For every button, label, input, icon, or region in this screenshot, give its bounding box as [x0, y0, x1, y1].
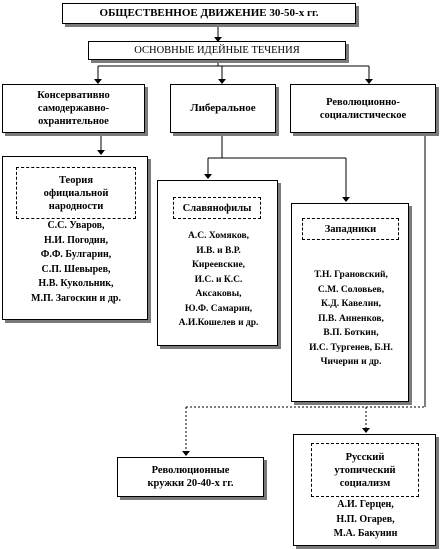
slavophiles-block: [157, 180, 278, 346]
official-nationality-block: [2, 156, 148, 320]
diagram-title: ОБЩЕСТВЕННОЕ ДВИЖЕНИЕ 30-50-х гг.: [62, 3, 356, 24]
slavophiles-label: Славянофилы: [173, 197, 261, 219]
russian-socialism-block: [293, 434, 436, 546]
liberal-current: Либеральное: [170, 84, 276, 133]
conservative-current: Консервативно самодержавно-охранительное: [2, 84, 145, 133]
russian-socialism-label: Русский утопический социализм: [311, 443, 419, 497]
revolutionary-circles: Революционные кружки 20-40-х гг.: [117, 457, 264, 497]
westernizers-label: Западники: [302, 218, 399, 240]
westernizers-block: [291, 203, 409, 402]
westernizers-people: Т.Н. Грановский, С.М. Соловьев, К.Д. Кавелин, П.В. Анненков, В.П. Боткин, И.С. Тургенев, Б.Н. Чичерин и др.: [309, 270, 393, 367]
main-currents-header: ОСНОВНЫЕ ИДЕЙНЫЕ ТЕЧЕНИЯ: [88, 41, 346, 60]
revolutionary-current: Революционно-социалистическое: [290, 84, 436, 133]
slavophiles-people: А.С. Хомяков, И.В. и В.Р. Киреевские, И.С. и К.С. Аксаковы, Ю.Ф. Самарин, А.И.Кошелев и др.: [178, 231, 259, 328]
official-nationality-people: С.С. Уваров, Н.И. Погодин, Ф.Ф. Булгарин, С.П. Шевырев, Н.В. Кукольник, М.П. Загоскин и др.: [31, 220, 121, 304]
russian-socialism-people: А.И. Герцен, Н.П. Огарев, М.А. Бакунин: [333, 499, 398, 539]
official-nationality-label: Теория официальной народности: [16, 167, 136, 219]
